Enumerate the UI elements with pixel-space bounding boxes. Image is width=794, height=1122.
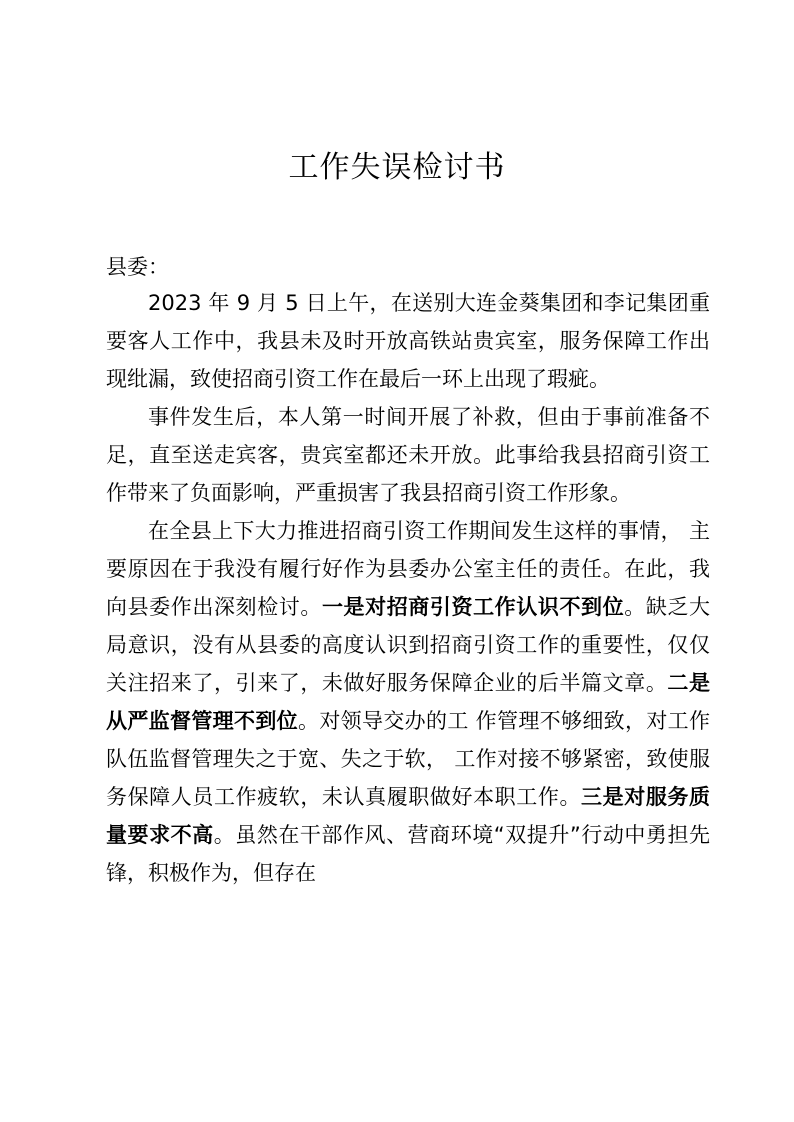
paragraph-2-text: 事件发生后，本人第一时间开展了补救，但由于事前准备不足，直至送走宾客，贵宾室都还未开放。此事给我县招商引资工作带来了负面影响，严重损害了我县招商引资工作形象。: [106, 405, 710, 505]
document-title: 工作失误检讨书: [288, 150, 506, 185]
point-1-heading: 一是对招商引资工作认识不到位: [321, 595, 625, 619]
salutation: 县委：: [106, 255, 169, 279]
document-body: [106, 284, 710, 892]
point-3-text: 。虽然在干部作风、营商环境“双提升”行动中勇担先锋，积极作为，但存在: [106, 823, 711, 885]
paragraph-2: [106, 398, 710, 512]
point-2-text: 。对领导交办的工 作管理不够细致，对工作队伍监督管理失之于宽、失之于软， 工作对接不够紧密，致使服务保障人员工作疲软，未认真履职做好本职工作。: [106, 709, 710, 809]
paragraph-1: [106, 284, 710, 398]
paragraph-3: [106, 512, 710, 892]
paragraph-1-text: 2023 年 9 月 5 日上午，在送别大连金葵集团和李记集团重要客人工作中，我县未及时开放高铁站贵宾室，服务保障工作出现纰漏，致使招商引资工作在最后一环上出现了瑕疵。: [106, 291, 710, 391]
point-1-text: 。缺乏大局意识，没有从县委的高度认识到招商引资工作的重要性，仅仅关注招来了，引来了，未做好服务保障企业的后半篇文章。: [106, 595, 711, 695]
point-2-heading: 二是从严监督管理不到位: [106, 671, 710, 733]
point-3-heading: 三是对服务质量要求不高: [106, 785, 711, 847]
paragraph-3-intro: 在全县上下大力推进招商引资工作期间发生这样的事情， 主要原因在于我没有履行好作为县委办公室主任的责任。在此，我向县委作出深刻检讨。: [106, 519, 710, 619]
